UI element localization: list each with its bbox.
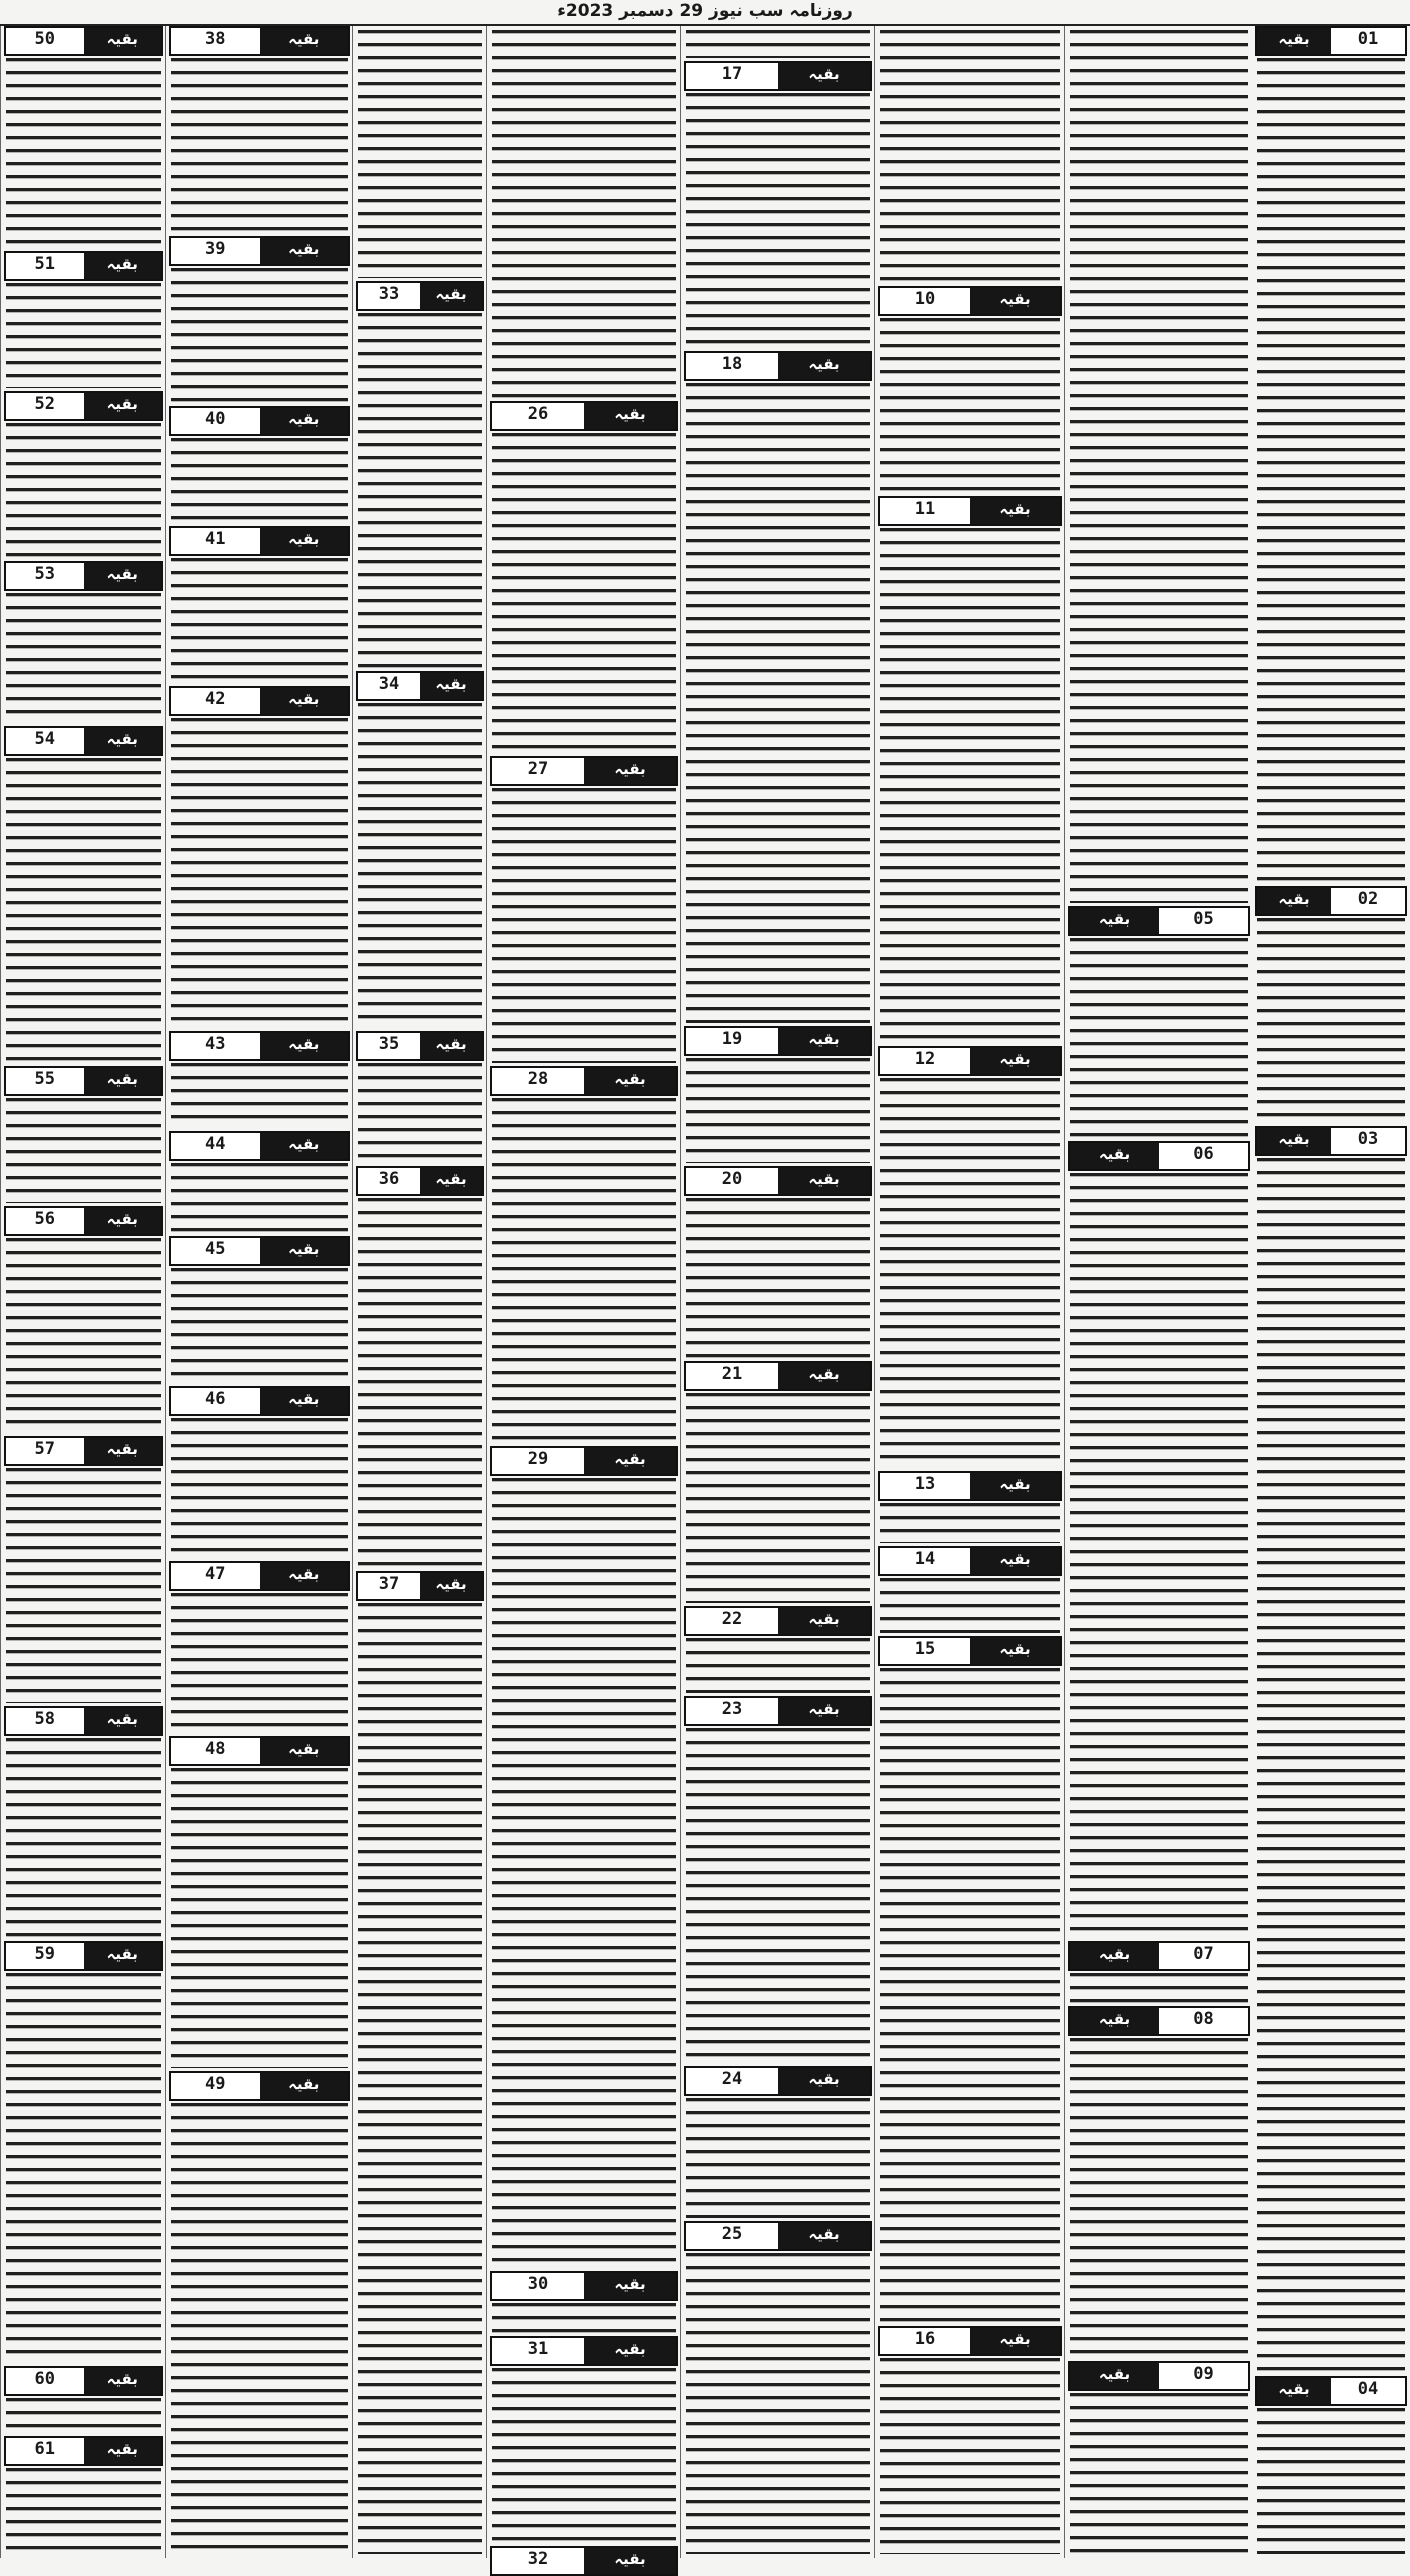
continuation-label: بقیہ — [584, 403, 676, 429]
continuation-label: بقیہ — [778, 2068, 870, 2094]
continuation-number: 45 — [205, 1239, 226, 1259]
continuation-label: بقیہ — [970, 1638, 1060, 1664]
article-text — [171, 58, 348, 233]
article-text — [686, 30, 870, 58]
continuation-number: 03 — [1357, 1129, 1379, 1149]
continuation-box — [684, 1606, 872, 1636]
continuation-number: 18 — [721, 354, 743, 374]
continuation-label: بقیہ — [260, 1388, 349, 1414]
continuation-label: بقیہ — [970, 288, 1060, 314]
continuation-number: 14 — [914, 1549, 936, 1569]
continuation-number: 04 — [1357, 2379, 1379, 2399]
continuation-box — [4, 1206, 163, 1236]
continuation-label: بقیہ — [420, 283, 482, 309]
continuation-number: 17 — [721, 64, 743, 84]
continuation-label: بقیہ — [970, 2328, 1060, 2354]
continuation-label: بقیہ — [1070, 2363, 1159, 2389]
continuation-label: بقیہ — [84, 2438, 162, 2464]
continuation-box — [878, 1636, 1062, 1666]
continuation-box — [169, 1236, 350, 1266]
continuation-label: بقیہ — [970, 1548, 1060, 1574]
continuation-box — [4, 2366, 163, 2396]
continuation-box — [169, 1386, 350, 1416]
continuation-number: 19 — [721, 1029, 743, 1049]
continuation-number: 42 — [205, 689, 226, 709]
masthead-dateline: روزنامہ سب نیوز 29 دسمبر 2023ء — [0, 0, 1410, 26]
article-text — [686, 2253, 870, 2554]
continuation-label: بقیہ — [584, 2548, 676, 2574]
continuation-number: 58 — [34, 1709, 55, 1729]
article-text — [6, 2398, 161, 2433]
continuation-label: بقیہ — [260, 1033, 349, 1059]
continuation-number: 01 — [1357, 29, 1379, 49]
article-text — [1257, 1158, 1405, 2373]
continuation-label: بقیہ — [260, 238, 349, 264]
continuation-number: 39 — [205, 239, 226, 259]
continuation-box — [490, 401, 678, 431]
article-text — [171, 1268, 348, 1383]
article-text — [171, 558, 348, 683]
continuation-number: 30 — [527, 2274, 549, 2294]
continuation-box — [4, 1066, 163, 1096]
article-text — [6, 1738, 161, 1938]
continuation-box — [1068, 1941, 1250, 1971]
continuation-label: بقیہ — [970, 1048, 1060, 1074]
continuation-box — [169, 236, 350, 266]
article-text — [1070, 2393, 1248, 2554]
continuation-number: 07 — [1193, 1944, 1214, 1964]
continuation-label: بقیہ — [84, 1068, 162, 1094]
continuation-number: 54 — [34, 729, 55, 749]
continuation-number: 50 — [34, 29, 55, 49]
continuation-label: بقیہ — [260, 1238, 349, 1264]
continuation-label: بقیہ — [260, 688, 349, 714]
continuation-number: 57 — [34, 1439, 55, 1459]
continuation-label: بقیہ — [1070, 908, 1159, 934]
continuation-label: بقیہ — [584, 1068, 676, 1094]
continuation-box — [169, 1736, 350, 1766]
article-text — [1257, 58, 1405, 883]
continuation-number: 20 — [721, 1169, 743, 1189]
continuation-box — [490, 2546, 678, 2576]
continuation-box — [169, 686, 350, 716]
continuation-box — [4, 1941, 163, 1971]
article-text — [358, 1198, 482, 1568]
column-8 — [0, 26, 166, 2558]
continuation-box — [878, 496, 1062, 526]
continuation-box — [684, 1696, 872, 1726]
continuation-label: بقیہ — [778, 353, 870, 379]
continuation-label: بقیہ — [1070, 1143, 1159, 1169]
article-text — [686, 1058, 870, 1163]
article-text — [6, 283, 161, 388]
continuation-label: بقیہ — [260, 28, 349, 54]
article-text — [6, 1238, 161, 1433]
continuation-label: بقیہ — [260, 528, 349, 554]
continuation-box — [4, 391, 163, 421]
continuation-number: 31 — [527, 2339, 549, 2359]
continuation-label: بقیہ — [260, 408, 349, 434]
continuation-box — [1068, 2006, 1250, 2036]
continuation-number: 28 — [527, 1069, 549, 1089]
column-2 — [1064, 26, 1253, 2558]
continuation-label: بقیہ — [420, 1033, 482, 1059]
article-text — [358, 313, 482, 668]
continuation-box — [490, 2336, 678, 2366]
column-1 — [1252, 26, 1410, 2558]
article-text — [6, 2468, 161, 2554]
article-text — [1257, 2408, 1405, 2554]
column-4 — [680, 26, 875, 2558]
continuation-box — [878, 1046, 1062, 1076]
continuation-number: 49 — [205, 2074, 226, 2094]
article-text — [171, 1593, 348, 1733]
column-5 — [486, 26, 681, 2569]
continuation-number: 16 — [914, 2329, 936, 2349]
article-text — [6, 758, 161, 1063]
article-text — [1070, 30, 1248, 903]
article-text — [492, 788, 676, 1063]
article-text — [686, 2098, 870, 2218]
continuation-box — [169, 1131, 350, 1161]
column-7 — [165, 26, 353, 2558]
continuation-label: بقیہ — [420, 673, 482, 699]
continuation-number: 44 — [205, 1134, 226, 1154]
continuation-box — [4, 26, 163, 56]
article-text — [1070, 938, 1248, 1138]
article-text — [171, 1163, 348, 1233]
continuation-box — [684, 1026, 872, 1056]
article-text — [6, 58, 161, 248]
continuation-number: 13 — [914, 1474, 936, 1494]
continuation-box — [169, 26, 350, 56]
continuation-number: 10 — [914, 289, 936, 309]
article-text — [6, 1973, 161, 2363]
continuation-number: 51 — [34, 254, 55, 274]
continuation-box — [490, 2271, 678, 2301]
continuation-label: بقیہ — [1257, 888, 1331, 914]
article-text — [358, 1603, 482, 2554]
continuation-label: بقیہ — [584, 758, 676, 784]
continuation-number: 32 — [527, 2549, 549, 2569]
continuation-number: 23 — [721, 1699, 743, 1719]
article-text — [492, 2368, 676, 2543]
article-text — [686, 93, 870, 348]
continuation-label: بقیہ — [778, 1028, 870, 1054]
continuation-label: بقیہ — [778, 1698, 870, 1724]
continuation-number: 53 — [34, 564, 55, 584]
continuation-label: بقیہ — [1257, 1128, 1331, 1154]
continuation-number: 35 — [378, 1034, 400, 1054]
continuation-label: بقیہ — [778, 1363, 870, 1389]
continuation-number: 59 — [34, 1944, 55, 1964]
article-text — [171, 1768, 348, 2068]
continuation-number: 61 — [34, 2439, 55, 2459]
continuation-label: بقیہ — [1257, 28, 1331, 54]
article-text — [686, 1198, 870, 1358]
continuation-number: 33 — [378, 284, 400, 304]
continuation-box — [169, 2071, 350, 2101]
continuation-label: بقیہ — [84, 1943, 162, 1969]
continuation-number: 38 — [205, 29, 226, 49]
column-6 — [352, 26, 487, 2558]
continuation-box — [878, 1546, 1062, 1576]
continuation-box — [684, 1166, 872, 1196]
article-text — [880, 1503, 1060, 1543]
continuation-label: بقیہ — [778, 1608, 870, 1634]
continuation-box — [490, 1066, 678, 1096]
continuation-number: 02 — [1357, 889, 1379, 909]
article-text — [880, 30, 1060, 283]
continuation-box — [169, 406, 350, 436]
continuation-box — [169, 1561, 350, 1591]
continuation-box — [356, 281, 484, 311]
continuation-number: 43 — [205, 1034, 226, 1054]
article-text — [492, 2303, 676, 2333]
continuation-box — [4, 561, 163, 591]
continuation-number: 37 — [378, 1574, 400, 1594]
continuation-label: بقیہ — [84, 1438, 162, 1464]
continuation-label: بقیہ — [420, 1573, 482, 1599]
article-text — [171, 268, 348, 403]
continuation-box — [878, 1471, 1062, 1501]
article-text — [6, 423, 161, 558]
article-text — [880, 1578, 1060, 1633]
continuation-number: 08 — [1193, 2009, 1214, 2029]
continuation-label: بقیہ — [84, 28, 162, 54]
continuation-box — [878, 286, 1062, 316]
article-text — [1070, 1173, 1248, 1938]
continuation-number: 25 — [721, 2224, 743, 2244]
continuation-number: 47 — [205, 1564, 226, 1584]
article-text — [1257, 918, 1405, 1123]
continuation-box — [1255, 886, 1407, 916]
continuation-box — [356, 1166, 484, 1196]
continuation-number: 26 — [527, 404, 549, 424]
article-text — [6, 1468, 161, 1703]
article-text — [1070, 2038, 1248, 2358]
continuation-box — [1068, 2361, 1250, 2391]
continuation-number: 55 — [34, 1069, 55, 1089]
continuation-box — [356, 1031, 484, 1061]
continuation-box — [1068, 906, 1250, 936]
continuation-label: بقیہ — [970, 498, 1060, 524]
continuation-number: 52 — [34, 394, 55, 414]
continuation-label: بقیہ — [260, 2073, 349, 2099]
article-text — [686, 1393, 870, 1603]
continuation-number: 40 — [205, 409, 226, 429]
continuation-label: بقیہ — [584, 1448, 676, 1474]
article-text — [6, 593, 161, 723]
continuation-label: بقیہ — [778, 2223, 870, 2249]
article-text — [171, 438, 348, 523]
continuation-number: 34 — [378, 674, 400, 694]
continuation-label: بقیہ — [970, 1473, 1060, 1499]
continuation-box — [490, 1446, 678, 1476]
continuation-box — [684, 351, 872, 381]
continuation-number: 36 — [378, 1169, 400, 1189]
continuation-box — [1255, 2376, 1407, 2406]
continuation-label: بقیہ — [778, 1168, 870, 1194]
continuation-label: بقیہ — [778, 63, 870, 89]
continuation-box — [1255, 1126, 1407, 1156]
article-text — [686, 1638, 870, 1693]
article-text — [171, 1418, 348, 1558]
continuation-label: بقیہ — [84, 563, 162, 589]
continuation-label: بقیہ — [584, 2273, 676, 2299]
article-text — [492, 433, 676, 753]
continuation-label: بقیہ — [260, 1563, 349, 1589]
continuation-number: 27 — [527, 759, 549, 779]
continuation-box — [4, 726, 163, 756]
continuation-box — [1255, 26, 1407, 56]
article-text — [880, 318, 1060, 493]
continuation-box — [1068, 1141, 1250, 1171]
continuation-label: بقیہ — [1257, 2378, 1331, 2404]
continuation-label: بقیہ — [84, 393, 162, 419]
continuation-box — [684, 2221, 872, 2251]
continuation-box — [4, 2436, 163, 2466]
continuation-number: 09 — [1193, 2364, 1214, 2384]
continuation-label: بقیہ — [420, 1168, 482, 1194]
continuation-number: 24 — [721, 2069, 743, 2089]
article-text — [6, 1098, 161, 1203]
continuation-label: بقیہ — [584, 2338, 676, 2364]
continuation-label: بقیہ — [1070, 2008, 1159, 2034]
continuation-label: بقیہ — [84, 253, 162, 279]
continuation-label: بقیہ — [84, 1708, 162, 1734]
article-text — [358, 1063, 482, 1163]
continuation-box — [490, 756, 678, 786]
continuation-label: بقیہ — [84, 2368, 162, 2394]
continuation-box — [4, 1706, 163, 1736]
article-text — [171, 2103, 348, 2554]
article-text — [880, 1078, 1060, 1468]
continuation-number: 48 — [205, 1739, 226, 1759]
article-text — [492, 30, 676, 398]
continuation-label: بقیہ — [1070, 1943, 1159, 1969]
continuation-box — [356, 671, 484, 701]
article-text — [492, 1098, 676, 1443]
continuation-number: 11 — [914, 499, 936, 519]
continuation-label: بقیہ — [84, 1208, 162, 1234]
article-text — [686, 383, 870, 1023]
continuation-box — [684, 1361, 872, 1391]
article-text — [880, 1668, 1060, 2323]
continuation-box — [684, 2066, 872, 2096]
continuation-number: 41 — [205, 529, 226, 549]
article-text — [358, 30, 482, 278]
article-text — [880, 528, 1060, 1043]
continuation-label: بقیہ — [260, 1133, 349, 1159]
article-text — [686, 1728, 870, 2063]
continuation-box — [4, 1436, 163, 1466]
continuation-number: 60 — [34, 2369, 55, 2389]
continuation-box — [4, 251, 163, 281]
continuation-box — [169, 1031, 350, 1061]
continuation-number: 56 — [34, 1209, 55, 1229]
article-text — [358, 703, 482, 1028]
continuation-number: 29 — [527, 1449, 549, 1469]
continuation-number: 06 — [1193, 1144, 1214, 1164]
continuation-number: 05 — [1193, 909, 1214, 929]
continuation-number: 46 — [205, 1389, 226, 1409]
continuation-box — [878, 2326, 1062, 2356]
continuation-box — [684, 61, 872, 91]
continuation-label: بقیہ — [84, 728, 162, 754]
article-text — [1070, 1973, 1248, 2003]
continuation-box — [169, 526, 350, 556]
continuation-box — [356, 1571, 484, 1601]
continuation-label: بقیہ — [260, 1738, 349, 1764]
article-text — [880, 2358, 1060, 2554]
article-text — [492, 1478, 676, 2268]
continuation-number: 15 — [914, 1639, 936, 1659]
continuation-number: 21 — [721, 1364, 743, 1384]
article-text — [171, 1063, 348, 1128]
continuation-number: 22 — [721, 1609, 743, 1629]
continuation-number: 12 — [914, 1049, 936, 1069]
article-text — [171, 718, 348, 1028]
column-3 — [874, 26, 1065, 2558]
